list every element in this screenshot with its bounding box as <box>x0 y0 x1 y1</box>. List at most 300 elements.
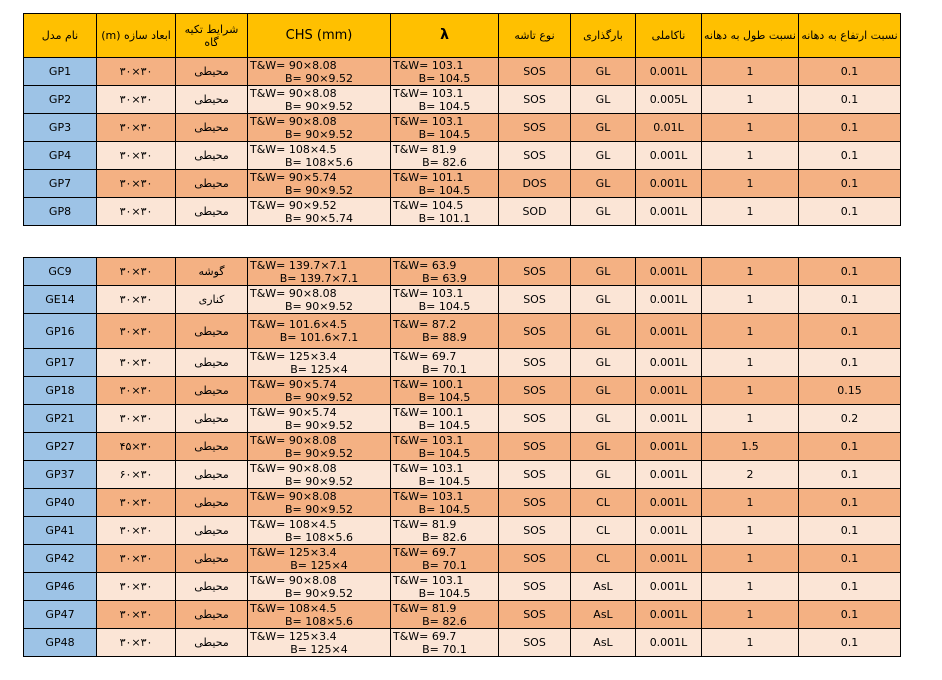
imperfection-cell: 0.001L <box>636 258 702 286</box>
lambda-cell-bottom: B= 104.5 <box>418 390 471 404</box>
model-name-cell: GP3 <box>24 114 97 142</box>
imperfection-cell: 0.001L <box>636 286 702 314</box>
model-name-cell: GE14 <box>24 286 97 314</box>
loading-cell: GL <box>571 377 636 405</box>
lambda-cell-bottom: B= 104.5 <box>418 446 471 460</box>
length-ratio-cell: 1 <box>702 489 799 517</box>
table-row <box>24 517 901 545</box>
chs-cell-top: T&W= 90×8.08 <box>250 433 337 447</box>
table-row <box>24 286 901 314</box>
header-height-ratio: نسبت ارتفاع به دهانه <box>799 14 901 58</box>
height-ratio-cell: 0.1 <box>799 629 901 657</box>
loading-cell: GL <box>571 349 636 377</box>
lambda-cell <box>391 601 499 629</box>
lambda-cell <box>391 86 499 114</box>
loading-cell: GL <box>571 461 636 489</box>
lambda-cell-bottom: B= 82.6 <box>422 614 467 628</box>
model-name-cell: GP42 <box>24 545 97 573</box>
chs-cell <box>248 433 391 461</box>
length-ratio-cell: 1 <box>702 314 799 349</box>
lambda-cell <box>391 377 499 405</box>
lambda-cell-top: T&W= 81.9 <box>393 142 457 156</box>
dims-cell: ۳۰×۳۰ <box>97 314 176 349</box>
height-ratio-cell: 0.1 <box>799 545 901 573</box>
chs-cell <box>248 573 391 601</box>
lambda-cell <box>391 170 499 198</box>
dims-cell: ۳۰×۳۰ <box>97 349 176 377</box>
lambda-cell-top: T&W= 103.1 <box>393 286 464 300</box>
dims-cell: ۳۰×۶۰ <box>97 461 176 489</box>
support-cell: محیطی <box>176 573 248 601</box>
support-cell: محیطی <box>176 198 248 226</box>
brace-cell: SOS <box>499 58 571 86</box>
loading-cell: CL <box>571 545 636 573</box>
header-brace: نوع تاشه <box>499 14 571 58</box>
imperfection-cell: 0.001L <box>636 170 702 198</box>
support-cell: محیطی <box>176 314 248 349</box>
chs-cell-top: T&W= 125×3.4 <box>250 629 337 643</box>
height-ratio-cell: 0.1 <box>799 114 901 142</box>
chs-cell-bottom: B= 108×5.6 <box>285 614 353 628</box>
length-ratio-cell: 1 <box>702 545 799 573</box>
lambda-cell <box>391 198 499 226</box>
brace-cell: SOS <box>499 461 571 489</box>
table-row <box>24 545 901 573</box>
lambda-cell-bottom: B= 101.1 <box>418 211 471 225</box>
chs-cell-bottom: B= 108×5.6 <box>285 530 353 544</box>
table-row <box>24 601 901 629</box>
chs-cell <box>248 286 391 314</box>
table-row <box>24 142 901 170</box>
chs-cell <box>248 461 391 489</box>
dims-cell: ۳۰×۳۰ <box>97 573 176 601</box>
chs-cell-bottom: B= 90×9.52 <box>285 99 353 113</box>
lambda-cell-top: T&W= 103.1 <box>393 114 464 128</box>
dims-cell: ۳۰×۳۰ <box>97 58 176 86</box>
height-ratio-cell: 0.1 <box>799 433 901 461</box>
length-ratio-cell: 2 <box>702 461 799 489</box>
loading-cell: GL <box>571 142 636 170</box>
header-row <box>24 14 901 58</box>
height-ratio-cell: 0.1 <box>799 461 901 489</box>
table-row <box>24 170 901 198</box>
lambda-cell-top: T&W= 103.1 <box>393 86 464 100</box>
lambda-cell <box>391 545 499 573</box>
lambda-cell <box>391 258 499 286</box>
table-row <box>24 58 901 86</box>
dims-cell: ۳۰×۳۰ <box>97 198 176 226</box>
model-name-cell: GP21 <box>24 405 97 433</box>
brace-cell: SOS <box>499 517 571 545</box>
length-ratio-cell: 1 <box>702 142 799 170</box>
chs-cell-top: T&W= 101.6×4.5 <box>250 318 348 331</box>
brace-cell: SOS <box>499 86 571 114</box>
length-ratio-cell: 1 <box>702 601 799 629</box>
dims-cell: ۳۰×۳۰ <box>97 489 176 517</box>
chs-cell-top: T&W= 139.7×7.1 <box>250 258 348 272</box>
chs-cell <box>248 349 391 377</box>
header-chs: CHS (mm) <box>248 14 391 58</box>
table-row <box>24 349 901 377</box>
chs-cell-bottom: B= 90×9.52 <box>285 418 353 432</box>
model-name-cell: GP47 <box>24 601 97 629</box>
dims-cell: ۳۰×۳۰ <box>97 405 176 433</box>
loading-cell: GL <box>571 114 636 142</box>
chs-cell-bottom: B= 101.6×7.1 <box>279 331 359 344</box>
length-ratio-cell: 1 <box>702 86 799 114</box>
chs-cell <box>248 58 391 86</box>
imperfection-cell: 0.001L <box>636 517 702 545</box>
chs-cell <box>248 86 391 114</box>
chs-cell-top: T&W= 108×4.5 <box>250 517 337 531</box>
chs-cell-bottom: B= 90×9.52 <box>285 446 353 460</box>
chs-cell-bottom: B= 90×9.52 <box>285 502 353 516</box>
imperfection-cell: 0.001L <box>636 349 702 377</box>
lambda-cell-top: T&W= 69.7 <box>393 629 457 643</box>
chs-cell <box>248 545 391 573</box>
support-cell: محیطی <box>176 433 248 461</box>
model-name-cell: GC9 <box>24 258 97 286</box>
height-ratio-cell: 0.1 <box>799 314 901 349</box>
imperfection-cell: 0.001L <box>636 601 702 629</box>
chs-cell-top: T&W= 90×8.08 <box>250 114 337 128</box>
lambda-cell-bottom: B= 104.5 <box>418 71 471 85</box>
height-ratio-cell: 0.2 <box>799 405 901 433</box>
length-ratio-cell: 1 <box>702 114 799 142</box>
lambda-cell-bottom: B= 88.9 <box>422 331 467 344</box>
brace-cell: SOS <box>499 573 571 601</box>
length-ratio-cell: 1 <box>702 517 799 545</box>
lambda-cell-top: T&W= 100.1 <box>393 405 464 419</box>
chs-cell-top: T&W= 90×8.08 <box>250 573 337 587</box>
lambda-cell <box>391 461 499 489</box>
lambda-cell-top: T&W= 69.7 <box>393 349 457 363</box>
brace-cell: SOS <box>499 114 571 142</box>
brace-cell: SOS <box>499 489 571 517</box>
length-ratio-cell: 1 <box>702 198 799 226</box>
model-name-cell: GP1 <box>24 58 97 86</box>
chs-cell <box>248 114 391 142</box>
length-ratio-cell: 1 <box>702 573 799 601</box>
model-name-cell: GP41 <box>24 517 97 545</box>
chs-cell-bottom: B= 90×9.52 <box>285 299 353 313</box>
table-row <box>24 198 901 226</box>
support-cell: محیطی <box>176 349 248 377</box>
loading-cell: GL <box>571 258 636 286</box>
model-name-cell: GP37 <box>24 461 97 489</box>
models-table-2 <box>23 257 901 657</box>
length-ratio-cell: 1 <box>702 349 799 377</box>
lambda-cell <box>391 114 499 142</box>
chs-cell <box>248 258 391 286</box>
imperfection-cell: 0.001L <box>636 545 702 573</box>
dims-cell: ۳۰×۳۰ <box>97 170 176 198</box>
length-ratio-cell: 1 <box>702 377 799 405</box>
table-row <box>24 489 901 517</box>
lambda-cell-top: T&W= 103.1 <box>393 573 464 587</box>
brace-cell: SOS <box>499 433 571 461</box>
lambda-cell-bottom: B= 104.5 <box>418 586 471 600</box>
lambda-cell <box>391 405 499 433</box>
length-ratio-cell: 1 <box>702 170 799 198</box>
brace-cell: SOS <box>499 286 571 314</box>
model-name-cell: GP40 <box>24 489 97 517</box>
brace-cell: SOS <box>499 349 571 377</box>
chs-cell-bottom: B= 90×9.52 <box>285 586 353 600</box>
loading-cell: GL <box>571 286 636 314</box>
chs-cell-top: T&W= 108×4.5 <box>250 601 337 615</box>
model-name-cell: GP2 <box>24 86 97 114</box>
height-ratio-cell: 0.1 <box>799 573 901 601</box>
lambda-cell-top: T&W= 81.9 <box>393 601 457 615</box>
height-ratio-cell: 0.1 <box>799 198 901 226</box>
model-name-cell: GP48 <box>24 629 97 657</box>
brace-cell: SOS <box>499 545 571 573</box>
dims-cell: ۳۰×۳۰ <box>97 114 176 142</box>
chs-cell-bottom: B= 90×5.74 <box>285 211 353 225</box>
length-ratio-cell: 1 <box>702 405 799 433</box>
chs-cell-bottom: B= 90×9.52 <box>285 390 353 404</box>
support-cell: گوشه <box>176 258 248 286</box>
lambda-cell <box>391 517 499 545</box>
model-name-cell: GP7 <box>24 170 97 198</box>
chs-cell-bottom: B= 125×4 <box>290 558 348 572</box>
table-row <box>24 573 901 601</box>
model-name-cell: GP46 <box>24 573 97 601</box>
chs-cell-bottom: B= 139.7×7.1 <box>279 271 359 285</box>
chs-cell-bottom: B= 90×9.52 <box>285 127 353 141</box>
chs-cell-top: T&W= 90×5.74 <box>250 405 337 419</box>
support-cell: محیطی <box>176 114 248 142</box>
chs-cell <box>248 142 391 170</box>
table-row <box>24 461 901 489</box>
imperfection-cell: 0.001L <box>636 198 702 226</box>
lambda-cell-bottom: B= 104.5 <box>418 474 471 488</box>
lambda-cell-top: T&W= 104.5 <box>393 198 464 212</box>
height-ratio-cell: 0.1 <box>799 286 901 314</box>
loading-cell: AsL <box>571 601 636 629</box>
model-name-cell: GP17 <box>24 349 97 377</box>
header-lambda: λ <box>391 14 499 58</box>
brace-cell: SOS <box>499 405 571 433</box>
models-table-1 <box>23 13 901 226</box>
brace-cell: SOS <box>499 314 571 349</box>
height-ratio-cell: 0.1 <box>799 142 901 170</box>
chs-cell-top: T&W= 90×8.08 <box>250 86 337 100</box>
imperfection-cell: 0.001L <box>636 489 702 517</box>
model-name-cell: GP18 <box>24 377 97 405</box>
chs-cell <box>248 601 391 629</box>
table-row <box>24 114 901 142</box>
dims-cell: ۳۰×۳۰ <box>97 377 176 405</box>
imperfection-cell: 0.001L <box>636 314 702 349</box>
lambda-cell <box>391 349 499 377</box>
chs-cell-top: T&W= 90×5.74 <box>250 377 337 391</box>
brace-cell: SOS <box>499 258 571 286</box>
chs-cell <box>248 629 391 657</box>
lambda-cell-top: T&W= 103.1 <box>393 433 464 447</box>
table-row <box>24 86 901 114</box>
loading-cell: GL <box>571 58 636 86</box>
header-model: نام مدل <box>24 14 97 58</box>
imperfection-cell: 0.001L <box>636 405 702 433</box>
lambda-cell-top: T&W= 87.2 <box>393 318 457 331</box>
lambda-cell <box>391 489 499 517</box>
loading-cell: GL <box>571 86 636 114</box>
brace-cell: DOS <box>499 170 571 198</box>
imperfection-cell: 0.001L <box>636 58 702 86</box>
chs-cell-top: T&W= 108×4.5 <box>250 142 337 156</box>
lambda-cell <box>391 286 499 314</box>
chs-cell-top: T&W= 90×5.74 <box>250 170 337 184</box>
support-cell: محیطی <box>176 170 248 198</box>
brace-cell: SOS <box>499 601 571 629</box>
support-cell: محیطی <box>176 58 248 86</box>
imperfection-cell: 0.001L <box>636 629 702 657</box>
height-ratio-cell: 0.1 <box>799 170 901 198</box>
support-cell: محیطی <box>176 461 248 489</box>
table-row <box>24 629 901 657</box>
lambda-cell <box>391 629 499 657</box>
table-row <box>24 258 901 286</box>
lambda-cell-bottom: B= 70.1 <box>422 362 467 376</box>
table-row <box>24 405 901 433</box>
loading-cell: GL <box>571 314 636 349</box>
chs-cell-top: T&W= 90×8.08 <box>250 286 337 300</box>
chs-cell-top: T&W= 125×3.4 <box>250 545 337 559</box>
dims-cell: ۳۰×۳۰ <box>97 142 176 170</box>
lambda-cell-bottom: B= 70.1 <box>422 642 467 656</box>
chs-cell-bottom: B= 108×5.6 <box>285 155 353 169</box>
height-ratio-cell: 0.1 <box>799 258 901 286</box>
imperfection-cell: 0.001L <box>636 573 702 601</box>
chs-cell-bottom: B= 90×9.52 <box>285 474 353 488</box>
lambda-cell-bottom: B= 104.5 <box>418 502 471 516</box>
model-name-cell: GP8 <box>24 198 97 226</box>
dims-cell: ۳۰×۳۰ <box>97 286 176 314</box>
height-ratio-cell: 0.1 <box>799 517 901 545</box>
support-cell: محیطی <box>176 377 248 405</box>
lambda-cell <box>391 573 499 601</box>
lambda-cell-top: T&W= 100.1 <box>393 377 464 391</box>
header-imperfection: ناکاملی <box>636 14 702 58</box>
lambda-cell-top: T&W= 69.7 <box>393 545 457 559</box>
dims-cell: ۳۰×۴۵ <box>97 433 176 461</box>
chs-cell-top: T&W= 90×8.08 <box>250 489 337 503</box>
chs-cell <box>248 489 391 517</box>
height-ratio-cell: 0.1 <box>799 349 901 377</box>
brace-cell: SOS <box>499 377 571 405</box>
header-support: شرایط تکیه گاه <box>176 14 248 58</box>
table-row <box>24 314 901 349</box>
lambda-cell <box>391 142 499 170</box>
chs-cell <box>248 314 391 349</box>
brace-cell: SOS <box>499 142 571 170</box>
support-cell: محیطی <box>176 629 248 657</box>
lambda-cell-bottom: B= 104.5 <box>418 127 471 141</box>
chs-cell <box>248 198 391 226</box>
chs-cell <box>248 517 391 545</box>
height-ratio-cell: 0.1 <box>799 601 901 629</box>
imperfection-cell: 0.001L <box>636 461 702 489</box>
brace-cell: SOS <box>499 629 571 657</box>
model-name-cell: GP27 <box>24 433 97 461</box>
chs-cell-bottom: B= 125×4 <box>290 362 348 376</box>
length-ratio-cell: 1 <box>702 629 799 657</box>
lambda-cell-bottom: B= 82.6 <box>422 155 467 169</box>
lambda-cell <box>391 314 499 349</box>
dims-cell: ۳۰×۳۰ <box>97 545 176 573</box>
lambda-cell <box>391 433 499 461</box>
support-cell: محیطی <box>176 517 248 545</box>
dims-cell: ۳۰×۳۰ <box>97 258 176 286</box>
chs-cell-top: T&W= 90×8.08 <box>250 58 337 72</box>
lambda-cell-bottom: B= 70.1 <box>422 558 467 572</box>
header-length-ratio: نسبت طول به دهانه <box>702 14 799 58</box>
chs-cell <box>248 170 391 198</box>
imperfection-cell: 0.001L <box>636 377 702 405</box>
chs-cell-top: T&W= 90×8.08 <box>250 461 337 475</box>
dims-cell: ۳۰×۳۰ <box>97 629 176 657</box>
length-ratio-cell: 1 <box>702 286 799 314</box>
support-cell: محیطی <box>176 489 248 517</box>
table-row <box>24 433 901 461</box>
chs-cell-bottom: B= 125×4 <box>290 642 348 656</box>
imperfection-cell: 0.01L <box>636 114 702 142</box>
loading-cell: GL <box>571 433 636 461</box>
model-name-cell: GP16 <box>24 314 97 349</box>
lambda-cell-top: T&W= 101.1 <box>393 170 464 184</box>
lambda-cell-bottom: B= 104.5 <box>418 299 471 313</box>
height-ratio-cell: 0.15 <box>799 377 901 405</box>
loading-cell: GL <box>571 170 636 198</box>
support-cell: محیطی <box>176 601 248 629</box>
chs-cell-top: T&W= 90×9.52 <box>250 198 337 212</box>
support-cell: محیطی <box>176 405 248 433</box>
length-ratio-cell: 1 <box>702 58 799 86</box>
loading-cell: CL <box>571 489 636 517</box>
dims-cell: ۳۰×۳۰ <box>97 86 176 114</box>
length-ratio-cell: 1.5 <box>702 433 799 461</box>
lambda-cell-bottom: B= 63.9 <box>422 271 467 285</box>
lambda-cell-top: T&W= 63.9 <box>393 258 457 272</box>
lambda-cell-top: T&W= 81.9 <box>393 517 457 531</box>
dims-cell: ۳۰×۳۰ <box>97 601 176 629</box>
loading-cell: AsL <box>571 629 636 657</box>
loading-cell: CL <box>571 517 636 545</box>
length-ratio-cell: 1 <box>702 258 799 286</box>
chs-cell-top: T&W= 125×3.4 <box>250 349 337 363</box>
lambda-cell-top: T&W= 103.1 <box>393 461 464 475</box>
lambda-cell-bottom: B= 82.6 <box>422 530 467 544</box>
imperfection-cell: 0.001L <box>636 142 702 170</box>
loading-cell: GL <box>571 198 636 226</box>
support-cell: محیطی <box>176 142 248 170</box>
height-ratio-cell: 0.1 <box>799 58 901 86</box>
imperfection-cell: 0.001L <box>636 433 702 461</box>
model-name-cell: GP4 <box>24 142 97 170</box>
lambda-cell-bottom: B= 104.5 <box>418 99 471 113</box>
lambda-cell-top: T&W= 103.1 <box>393 489 464 503</box>
lambda-cell-top: T&W= 103.1 <box>393 58 464 72</box>
loading-cell: GL <box>571 405 636 433</box>
table-row <box>24 377 901 405</box>
support-cell: محیطی <box>176 86 248 114</box>
imperfection-cell: 0.005L <box>636 86 702 114</box>
chs-cell-bottom: B= 90×9.52 <box>285 183 353 197</box>
chs-cell <box>248 377 391 405</box>
brace-cell: SOD <box>499 198 571 226</box>
